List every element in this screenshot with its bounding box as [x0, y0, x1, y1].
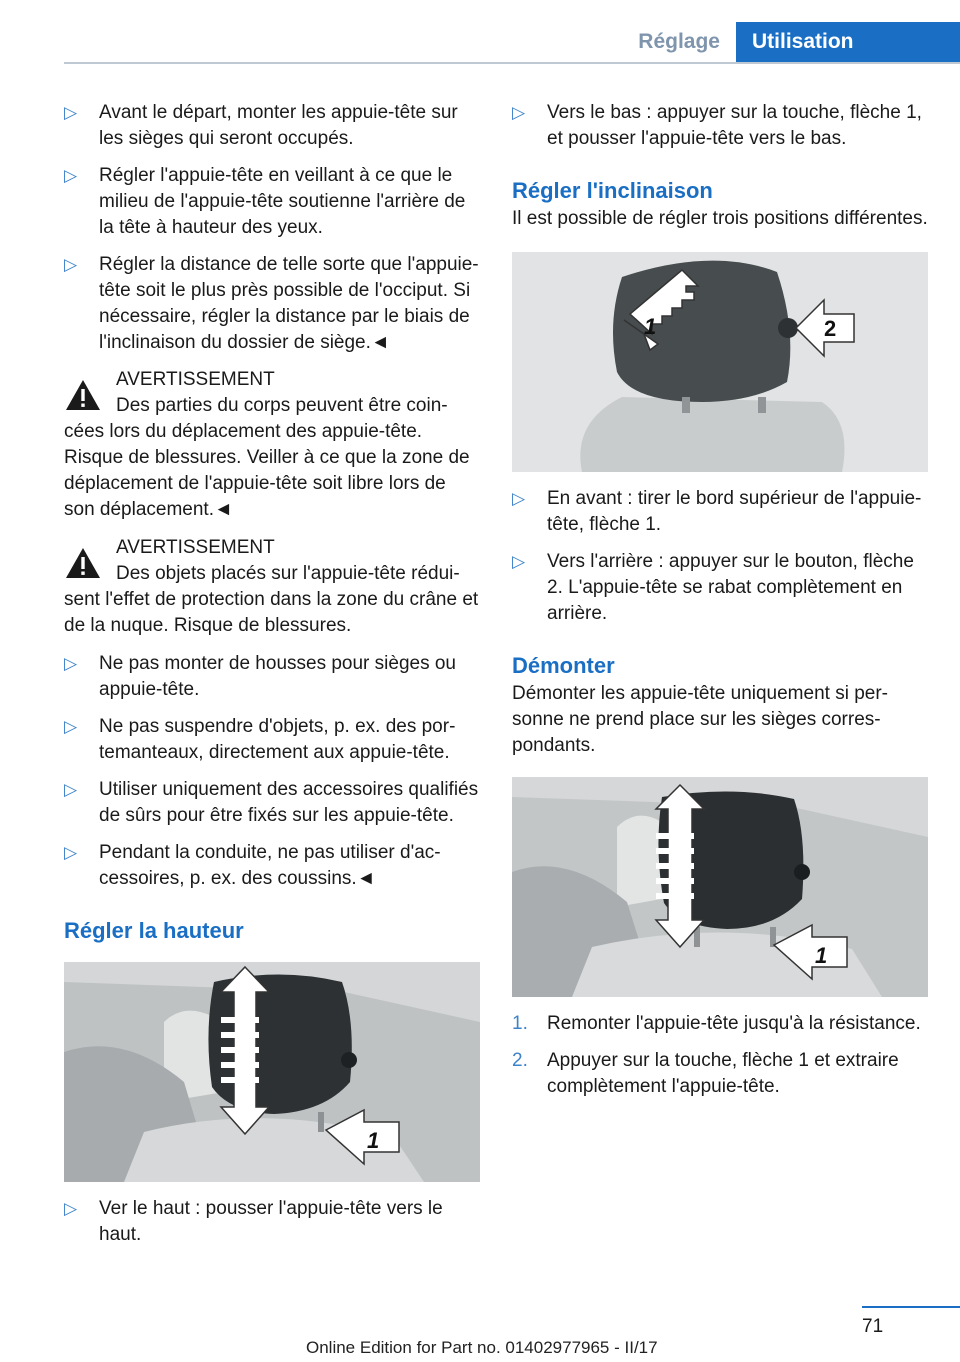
list-item: ▷ En avant : tirer le bord supérieur de l'appuie-tête, flèche 1. [512, 488, 922, 535]
section-heading-demonter: Démonter [512, 653, 615, 678]
bullet-icon: ▷ [64, 1199, 78, 1218]
step-number: 1. [512, 1013, 528, 1034]
list-item: ▷ Ne pas suspendre d'objets, p. ex. des portemanteaux, directement aux appuie-tête. [64, 716, 456, 763]
headrest-height-image [64, 962, 480, 1182]
warning-title: AVERTISSEMENT [116, 369, 275, 390]
list-item: ▷ Avant le départ, monter les appuie-tête sur les sièges qui seront occupés. [64, 102, 458, 149]
list-item: ▷ Utiliser uniquement des accessoires qualifiés de sûrs pour être fixés sur les appuie-tête. [64, 779, 479, 826]
section-heading-inclinaison: Régler l'inclinaison [512, 178, 713, 203]
header-rule [64, 62, 960, 64]
footer-rule [862, 1306, 960, 1308]
headrest-remove-image [512, 777, 928, 997]
warning-icon [64, 545, 102, 581]
arrow-label: 1 [815, 943, 828, 968]
section-heading-hauteur: Régler la hauteur [64, 918, 244, 943]
bullet-icon: ▷ [64, 717, 78, 736]
bullet-icon: ▷ [512, 489, 526, 508]
tab-reglage[interactable]: Réglage [638, 30, 720, 53]
page-number: 71 [862, 1316, 884, 1337]
list-item: ▷ Ver le haut : pousser l'appuie-tête vers le haut. [64, 1198, 443, 1245]
bullet-icon: ▷ [64, 255, 78, 274]
warning-text: Des objets placés sur l'appuie-tête réduisent l'effet de protection dans la zone du crâne et de la nuque. Risque de blessures. [64, 563, 479, 636]
list-item: ▷ Vers le bas : appuyer sur la touche, flèche 1, et pousser l'appuie-tête vers le bas. [512, 102, 922, 149]
warning-block [64, 535, 480, 639]
arrow-label: 1 [367, 1128, 380, 1153]
bullet-icon: ▷ [512, 552, 526, 571]
list-item: ▷ Vers l'arrière : appuyer sur le bouton, flèche 2. L'appuie-tête se rabat complètement en arrière. [512, 551, 914, 624]
left-column [64, 100, 480, 1259]
warning-icon [64, 377, 102, 413]
warning-block [64, 367, 480, 523]
right-column [512, 100, 928, 1111]
arrow-label: 1 [644, 314, 657, 339]
numbered-step: 2. Appuyer sur la touche, flèche 1 et extraire complètement l'appuie-tête. [512, 1050, 899, 1097]
list-item: ▷ Régler la distance de telle sorte que l'appuie-tête soit le plus près possible de l'occiput. Si nécessaire, régler la distance par le biais de l'inclinaison du dossier de siège.◄ [64, 254, 479, 353]
bullet-icon: ▷ [64, 654, 78, 673]
bullet-icon: ▷ [64, 843, 78, 862]
warning-title: AVERTISSEMENT [116, 537, 275, 558]
tab-utilisation[interactable]: Utilisation [736, 22, 960, 62]
arrow-label: 2 [824, 316, 837, 341]
edition-footer: Online Edition for Part no. 01402977965 - II/17 [306, 1338, 658, 1357]
step-number: 2. [512, 1050, 528, 1071]
list-item: ▷ Ne pas monter de housses pour sièges ou appuie-tête. [64, 653, 456, 700]
bullet-icon: ▷ [64, 780, 78, 799]
headrest-tilt-image [512, 252, 928, 472]
bullet-icon: ▷ [512, 103, 526, 122]
bullet-icon: ▷ [64, 166, 78, 185]
inclinaison-text: Il est possible de régler trois positions différentes. [512, 208, 928, 229]
list-item: ▷ Régler l'appuie-tête en veillant à ce que le milieu de l'appuie-tête soutienne l'arrière de la tête à hauteur des yeux. [64, 165, 466, 238]
warning-text: Des parties du corps peuvent être coincées lors du déplacement des appuie-tête. Risque de blessures. Veiller à ce que la zone de déplacement de l'appuie-tête soit libre lors de son déplacement.◄ [64, 395, 470, 520]
list-item: ▷ Pendant la conduite, ne pas utiliser d'accessoires, p. ex. des coussins.◄ [64, 842, 441, 889]
demonter-text: Démonter les appuie-tête uniquement si personne ne prend place sur les sièges correspondants. [512, 683, 888, 756]
numbered-step: 1. Remonter l'appuie-tête jusqu'à la résistance. [512, 1011, 928, 1037]
bullet-icon: ▷ [64, 103, 78, 122]
